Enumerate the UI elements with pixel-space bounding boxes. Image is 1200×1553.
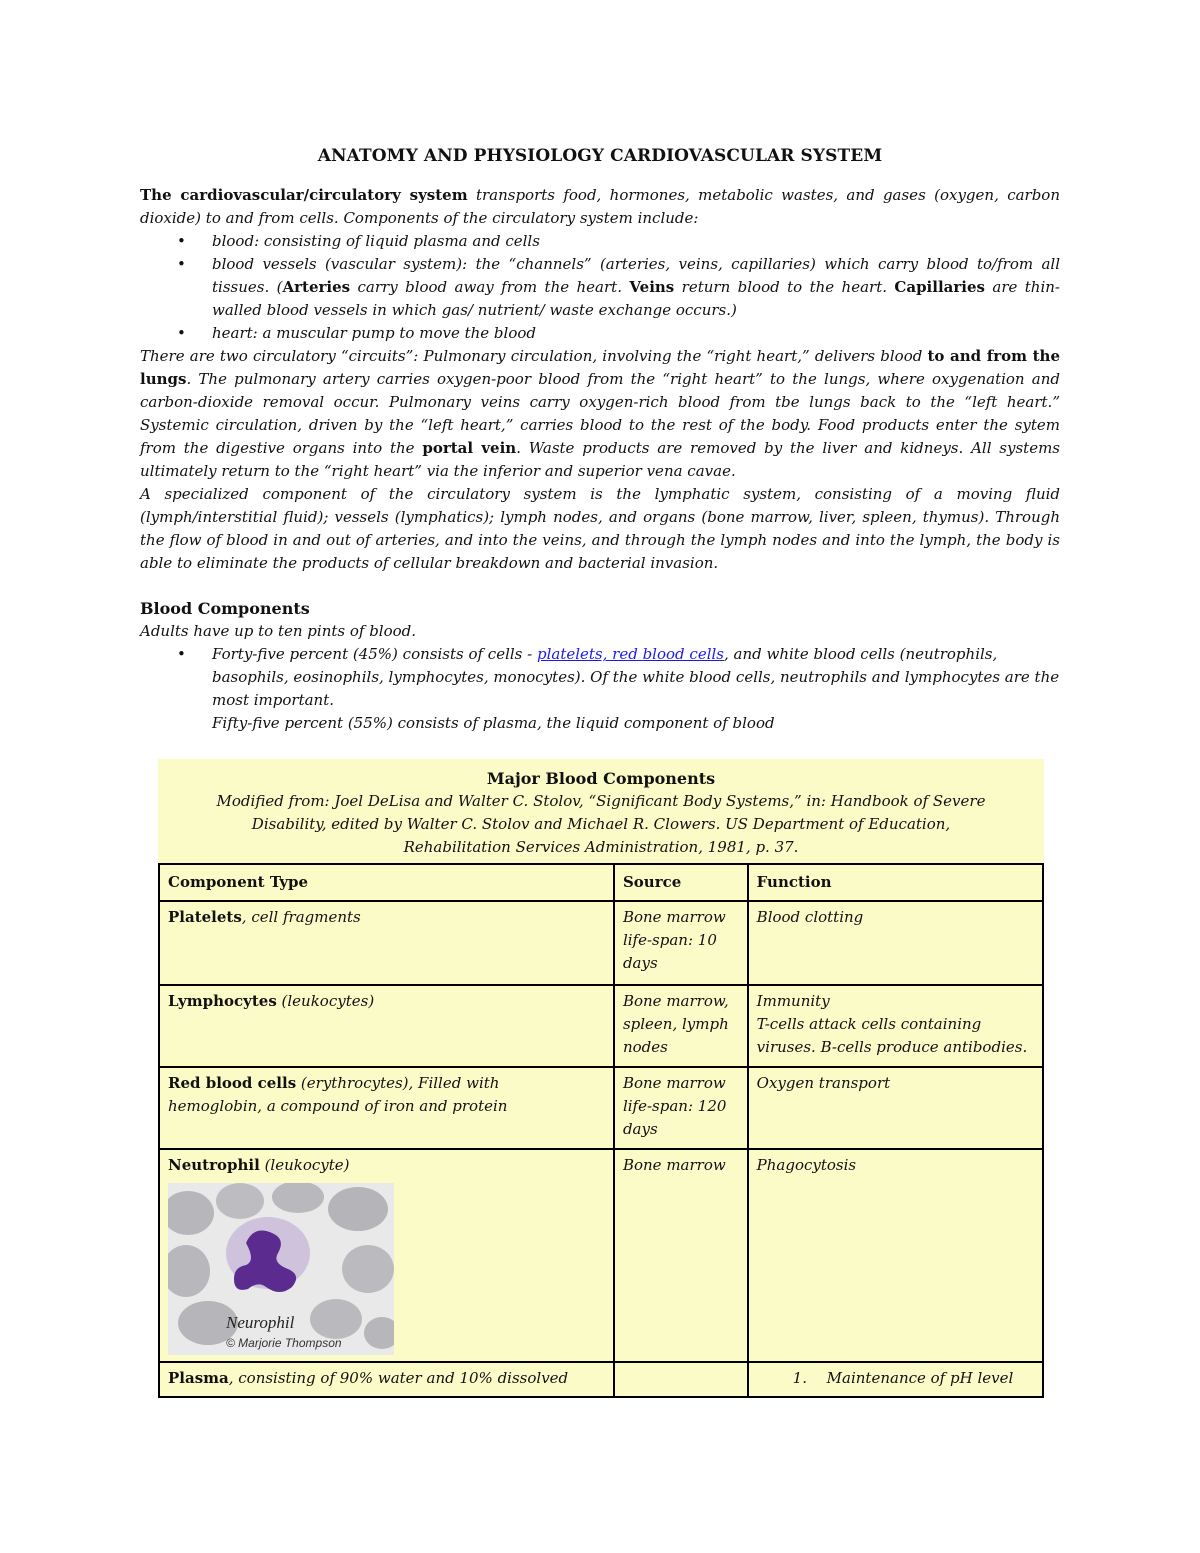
list-item: • blood vessels (vascular system): the “channels” (arteries, veins, capillaries) which carry blood to/from all tissues. (Arteries carry blood away from the heart. Veins return blood to the heart. Capillaries are thin-walled blood vessels in which gas/ nutrient/ waste exchange occurs.) [212, 253, 1060, 322]
table-caption [158, 759, 1044, 863]
table-row [159, 901, 1043, 985]
function-list [757, 1367, 1036, 1390]
table-row [159, 1067, 1043, 1149]
cell-component: Platelets, cell fragments [159, 901, 614, 985]
image-caption: Neurophil [226, 1313, 295, 1332]
list-item: 1. Maintenance of pH level [792, 1369, 1014, 1387]
image-credit: © Marjorie Thompson [226, 1336, 342, 1350]
cell-component: Red blood cells (erythrocytes), Filled with hemoglobin, a compound of iron and protein [159, 1067, 614, 1149]
cell-source: Bone marrow, spleen, lymph nodes [614, 985, 748, 1067]
components-table [158, 863, 1044, 1398]
list-item: • blood: consisting of liquid plasma and cells [212, 230, 1060, 253]
header-component-type: Component Type [159, 864, 614, 901]
document-page [140, 140, 1060, 1398]
cell-source: Bone marrow life-span: 120 days [614, 1067, 748, 1149]
cell-function: Oxygen transport [748, 1067, 1043, 1149]
cell-component: Neutrophil (leukocyte) Neurophil © Marjorie Thompson [159, 1149, 614, 1362]
cell-function: Blood clotting [748, 901, 1043, 985]
cell-source: Bone marrow [614, 1149, 748, 1362]
circuits-paragraph: There are two circulatory “circuits”: Pulmonary circulation, involving the “right heart,” delivers blood to and from the lungs. The pulmonary artery carries oxygen-poor blood from the “right heart” to the lungs, where oxygenation and carbon-dioxide removal occur. Pulmonary veins carry oxygen-rich blood from tbe lungs back to the “left heart.” Systemic circulation, driven by the “left heart,” carries blood to the rest of the body. Food products enter the sytem from the digestive organs into the portal vein. Waste products are removed by the liver and kidneys. All systems ultimately return to the “right heart” via the inferior and superior vena cavae. [140, 347, 1060, 480]
header-function: Function [748, 864, 1043, 901]
table-caption-title: Major Blood Components [486, 769, 716, 788]
platelets-rbc-link[interactable]: platelets, red blood cells [536, 645, 724, 663]
cell-component: Plasma, consisting of 90% water and 10% dissolved [159, 1362, 614, 1397]
page-title: ANATOMY AND PHYSIOLOGY CARDIOVASCULAR SYSTEM [317, 146, 883, 166]
blood-components-list [140, 643, 1060, 735]
table-row [159, 1362, 1043, 1397]
blood-components-heading: Blood Components [140, 599, 310, 618]
table-header-row [159, 864, 1043, 901]
list-item: • heart: a muscular pump to move the blood [212, 322, 1060, 345]
table-row [159, 1149, 1043, 1362]
intro-text: transports food, hormones, metabolic wastes, and gases (oxygen, carbon dioxide) to and from cells. Components of the circulatory system include: [140, 186, 1060, 227]
lymphatic-paragraph: A specialized component of the circulatory system is the lymphatic system, consisting of a moving fluid (lymph/interstitial fluid); vessels (lymphatics); lymph nodes, and organs (bone marrow, liver, spleen, thymus). Through the flow of blood in and out of arteries, and into the veins, and through the lymph nodes and into the lymph, the body is able to eliminate the products of cellular breakdown and bacterial invasion. [140, 485, 1060, 572]
intro-paragraph [140, 184, 1060, 230]
blood-components-intro: Adults have up to ten pints of blood. [140, 622, 417, 640]
cell-function [748, 1362, 1043, 1397]
table-row [159, 985, 1043, 1067]
cell-source: Bone marrow life-span: 10 days [614, 901, 748, 985]
list-item: Fifty-five percent (55%) consists of plasma, the liquid component of blood [212, 714, 775, 732]
table-caption-line: Disability, edited by Walter C. Stolov and Michael R. Clowers. US Department of Education, [251, 815, 951, 833]
intro-bold-lead: The cardiovascular/circulatory system [140, 186, 468, 204]
cell-function: Phagocytosis [748, 1149, 1043, 1362]
list-item: • Forty-five percent (45%) consists of cells - platelets, red blood cells, and white blood cells (neutrophils, basophils, eosinophils, lymphocytes, monocytes). Of the white blood cells, neutrophils and lymphocytes are the most important. [212, 643, 1060, 712]
neutrophil-micrograph-image [168, 1183, 394, 1355]
header-source: Source [614, 864, 748, 901]
table-caption-line: Rehabilitation Services Administration, 1981, p. 37. [403, 838, 799, 856]
components-list [140, 230, 1060, 345]
cell-component: Lymphocytes (leukocytes) [159, 985, 614, 1067]
table-caption-line: Modified from: Joel DeLisa and Walter C. Stolov, “Significant Body Systems,” in: Handbook of Severe [216, 792, 986, 810]
cell-function: Immunity T-cells attack cells containing viruses. B-cells produce antibodies. [748, 985, 1043, 1067]
cell-source [614, 1362, 748, 1397]
major-blood-components-table [158, 759, 1044, 1398]
